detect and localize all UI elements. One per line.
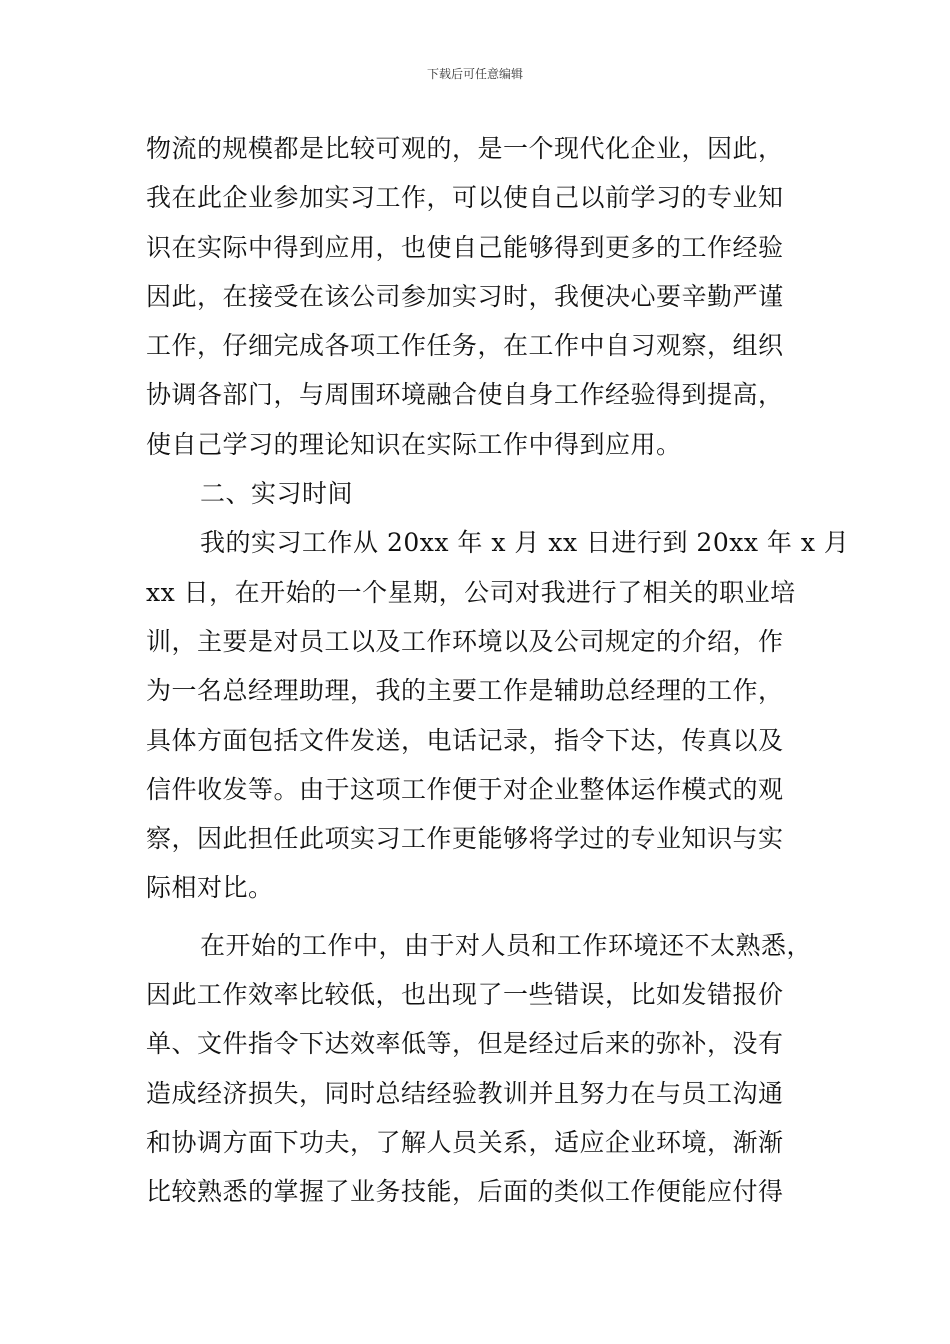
text-line: 比较熟悉的掌握了业务技能，后面的类似工作便能应付得 [146,1177,784,1207]
text-line: 信件收发等。由于这项工作便于对企业整体运作模式的观 [146,774,784,804]
text-line: 单、文件指令下达效率低等，但是经过后来的弥补，没有 [146,1029,784,1059]
section-heading [146,469,836,518]
text-line: 识在实际中得到应用，也使自己能够得到更多的工作经验 [146,232,784,262]
text-line: 为一名总经理助理，我的主要工作是辅助总经理的工作， [146,676,784,706]
text-line: 物流的规模都是比较可观的，是一个现代化企业，因此， [146,134,784,163]
text-line: 察，因此担任此项实习工作更能够将学过的专业知识与实 [146,824,784,854]
text-line: 使自己学习的理论知识在实际工作中得到应用。 [146,429,682,459]
document-body [146,124,850,1217]
text-line: 我在此企业参加实习工作，可以使自己以前学习的专业知 [146,183,784,213]
paragraph-gap [146,913,836,921]
text-line: 因此工作效率比较低，也出现了一些错误，比如发错报价 [146,980,784,1010]
text-line: 因此，在接受在该公司参加实习时，我便决心要辛勤严谨 [146,281,784,311]
paragraph [146,518,850,912]
header-note: 下载后可任意编辑 [426,67,523,81]
text-line: 和协调方面下功夫，了解人员关系，适应企业环境，渐渐 [146,1127,784,1157]
text-line: 我的实习工作从 20xx 年 x 月 xx 日进行到 20xx 年 x 月 [200,528,850,558]
paragraph [146,921,836,1217]
text-line: 协调各部门，与周围环境融合使自身工作经验得到提高， [146,380,784,410]
text-line: 在开始的工作中，由于对人员和工作环境还不太熟悉， [200,930,813,960]
heading-line: 二、实习时间 [200,479,354,509]
text-line: 训，主要是对员工以及工作环境以及公司规定的介绍，作 [146,626,784,656]
text-line: 际相对比。 [146,873,274,903]
text-line: 造成经济损失，同时总结经验教训并且努力在与员工沟通 [146,1078,784,1108]
text-line: xx 日，在开始的一个星期，公司对我进行了相关的职业培 [146,577,796,607]
text-line: 工作，仔细完成各项工作任务，在工作中自习观察，组织 [146,331,784,361]
paragraph [146,124,836,469]
text-line: 具体方面包括文件发送，电话记录，指令下达，传真以及 [146,725,784,755]
